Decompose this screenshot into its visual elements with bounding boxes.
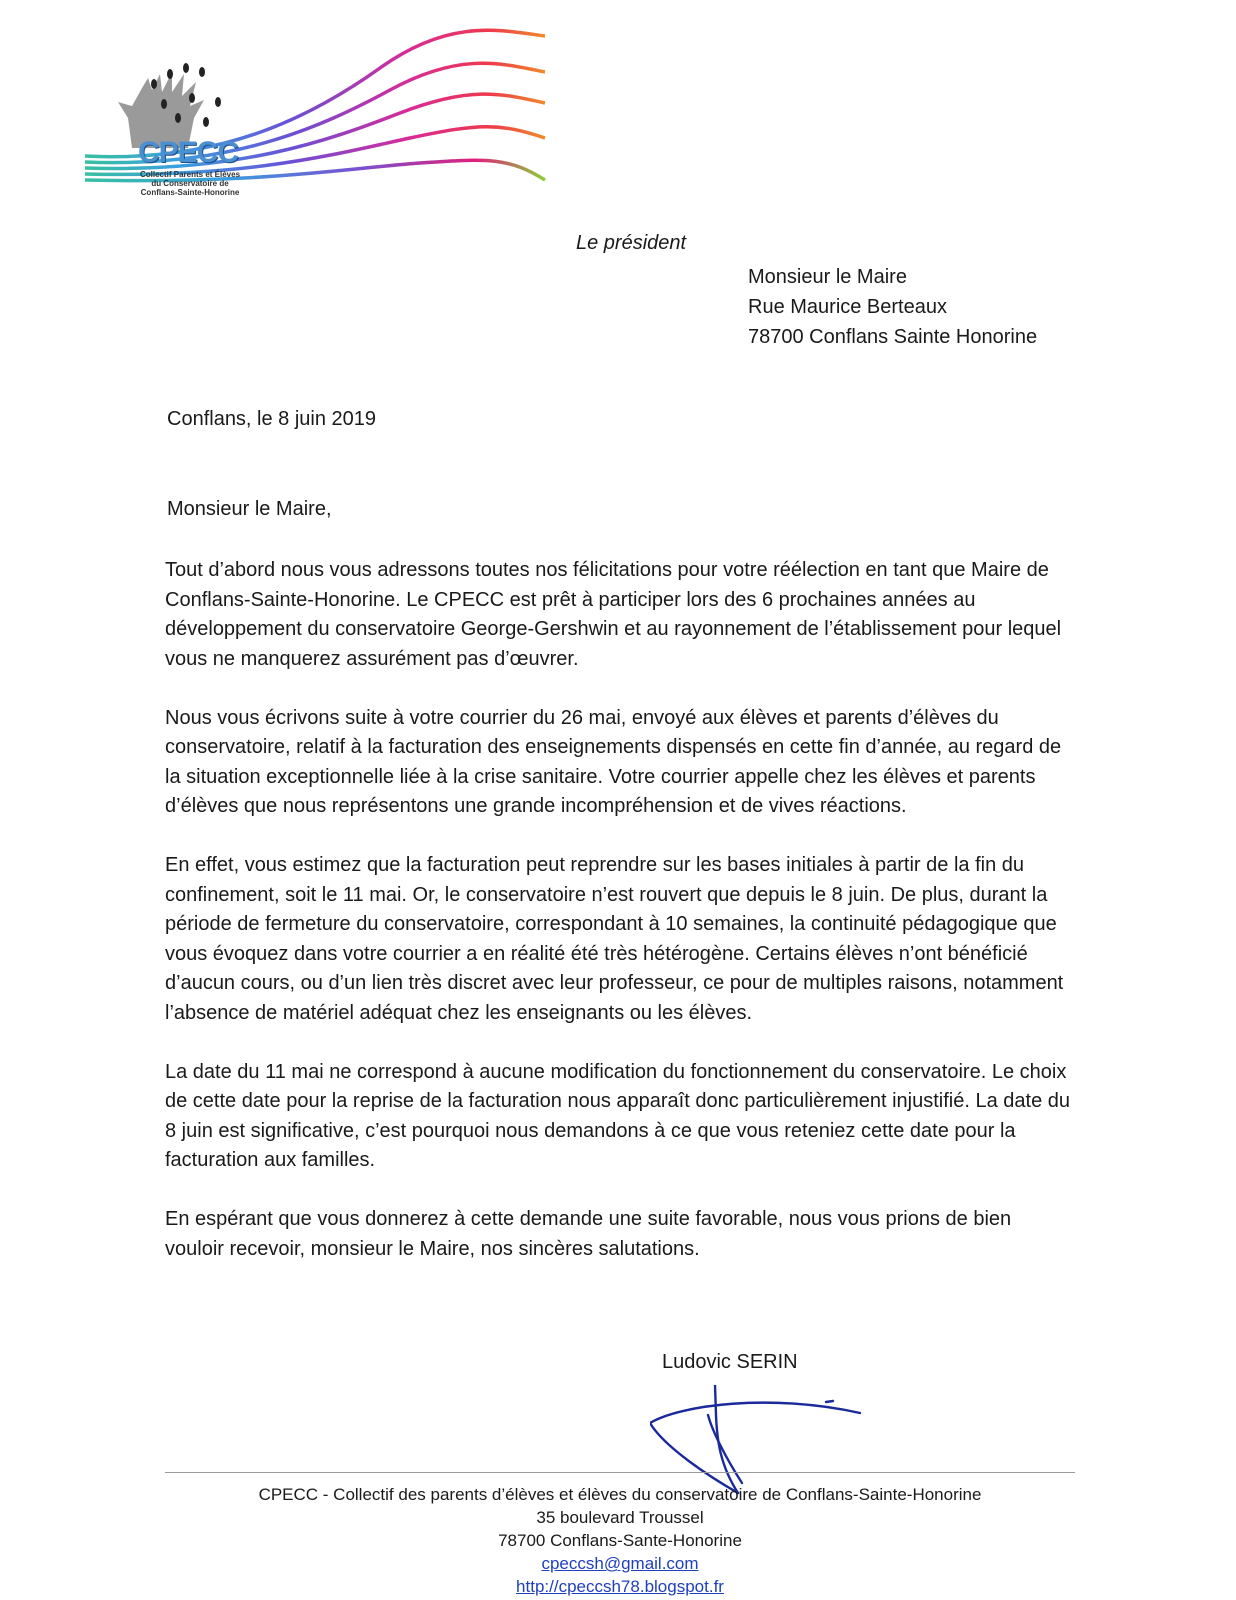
sender-role: Le président — [576, 232, 687, 254]
footer-email-link[interactable]: cpeccsh@gmail.com — [541, 1554, 699, 1573]
logo-tagline: Collectif Parents et Élèves du Conservatoire de Conflans-Sainte-Honorine — [139, 170, 241, 197]
footer — [165, 1483, 1075, 1598]
recipient-name: Monsieur le Maire — [748, 266, 907, 288]
footer-organization: CPECC - Collectif des parents d’élèves et élèves du conservatoire de Conflans-Sainte-Honorine — [258, 1485, 982, 1504]
recipient-address — [748, 262, 1037, 352]
paragraph: Tout d’abord nous vous adressons toutes nos félicitations pour votre réélection en tant que Maire de Conflans-Sainte-Honorine. Le CPECC est prêt à participer lors des 6 prochaines années au développement du conservatoire George-Gershwin et au rayonnement de l’établissement pour lequel vous ne manquerez assurément pas d’œuvrer. — [165, 559, 1062, 670]
logo-wordmark: CPECC — [138, 136, 239, 169]
letter-body — [165, 556, 1075, 1294]
footer-divider — [165, 1472, 1075, 1473]
signatory-name: Ludovic SERIN — [662, 1351, 798, 1373]
salutation: Monsieur le Maire, — [167, 498, 332, 520]
recipient-street: Rue Maurice Berteaux — [748, 296, 947, 318]
paragraph: En effet, vous estimez que la facturation peut reprendre sur les bases initiales à partir de la fin du confinement, soit le 11 mai. Or, le conservatoire n’est rouvert que depuis le 8 juin. De plus, durant la période de fermeture du conservatoire, correspondant à 10 semaines, la continuité pédagogique que vous évoquez dans votre courrier a en réalité été très hétérogène. Certains élèves n’ont bénéficié d’aucun cours, ou d’un lien très discret avec leur professeur, ce pour de multiples raisons, notamment l’absence de matériel adéquat chez les enseignants ou les élèves. — [165, 854, 1064, 1024]
footer-website-link[interactable]: http://cpeccsh78.blogspot.fr — [516, 1577, 724, 1596]
footer-city: 78700 Conflans-Sante-Honorine — [498, 1531, 742, 1550]
footer-street: 35 boulevard Troussel — [536, 1508, 704, 1527]
recipient-city: 78700 Conflans Sainte Honorine — [748, 326, 1038, 348]
date-line: Conflans, le 8 juin 2019 — [167, 408, 377, 430]
paragraph: En espérant que vous donnerez à cette demande une suite favorable, nous vous prions de bien vouloir recevoir, monsieur le Maire, nos sincères salutations. — [165, 1208, 1012, 1260]
paragraph: La date du 11 mai ne correspond à aucune modification du fonctionnement du conservatoire. Le choix de cette date pour la reprise de la facturation nous apparaît donc particulièrement injustifié. La date du 8 juin est significative, c’est pourquoi nous demandons à ce que vous reteniez cette date pour la facturation aux familles. — [165, 1060, 1071, 1171]
cpecc-logo — [80, 28, 560, 203]
paragraph: Nous vous écrivons suite à votre courrier du 26 mai, envoyé aux élèves et parents d’élèves du conservatoire, relatif à la facturation des enseignements dispensés en cette fin d’année, au regard de la situation exceptionnelle liée à la crise sanitaire. Votre courrier appelle chez les élèves et parents d’élèves que nous représentons une grande incompréhension et de vives réactions. — [165, 706, 1062, 817]
